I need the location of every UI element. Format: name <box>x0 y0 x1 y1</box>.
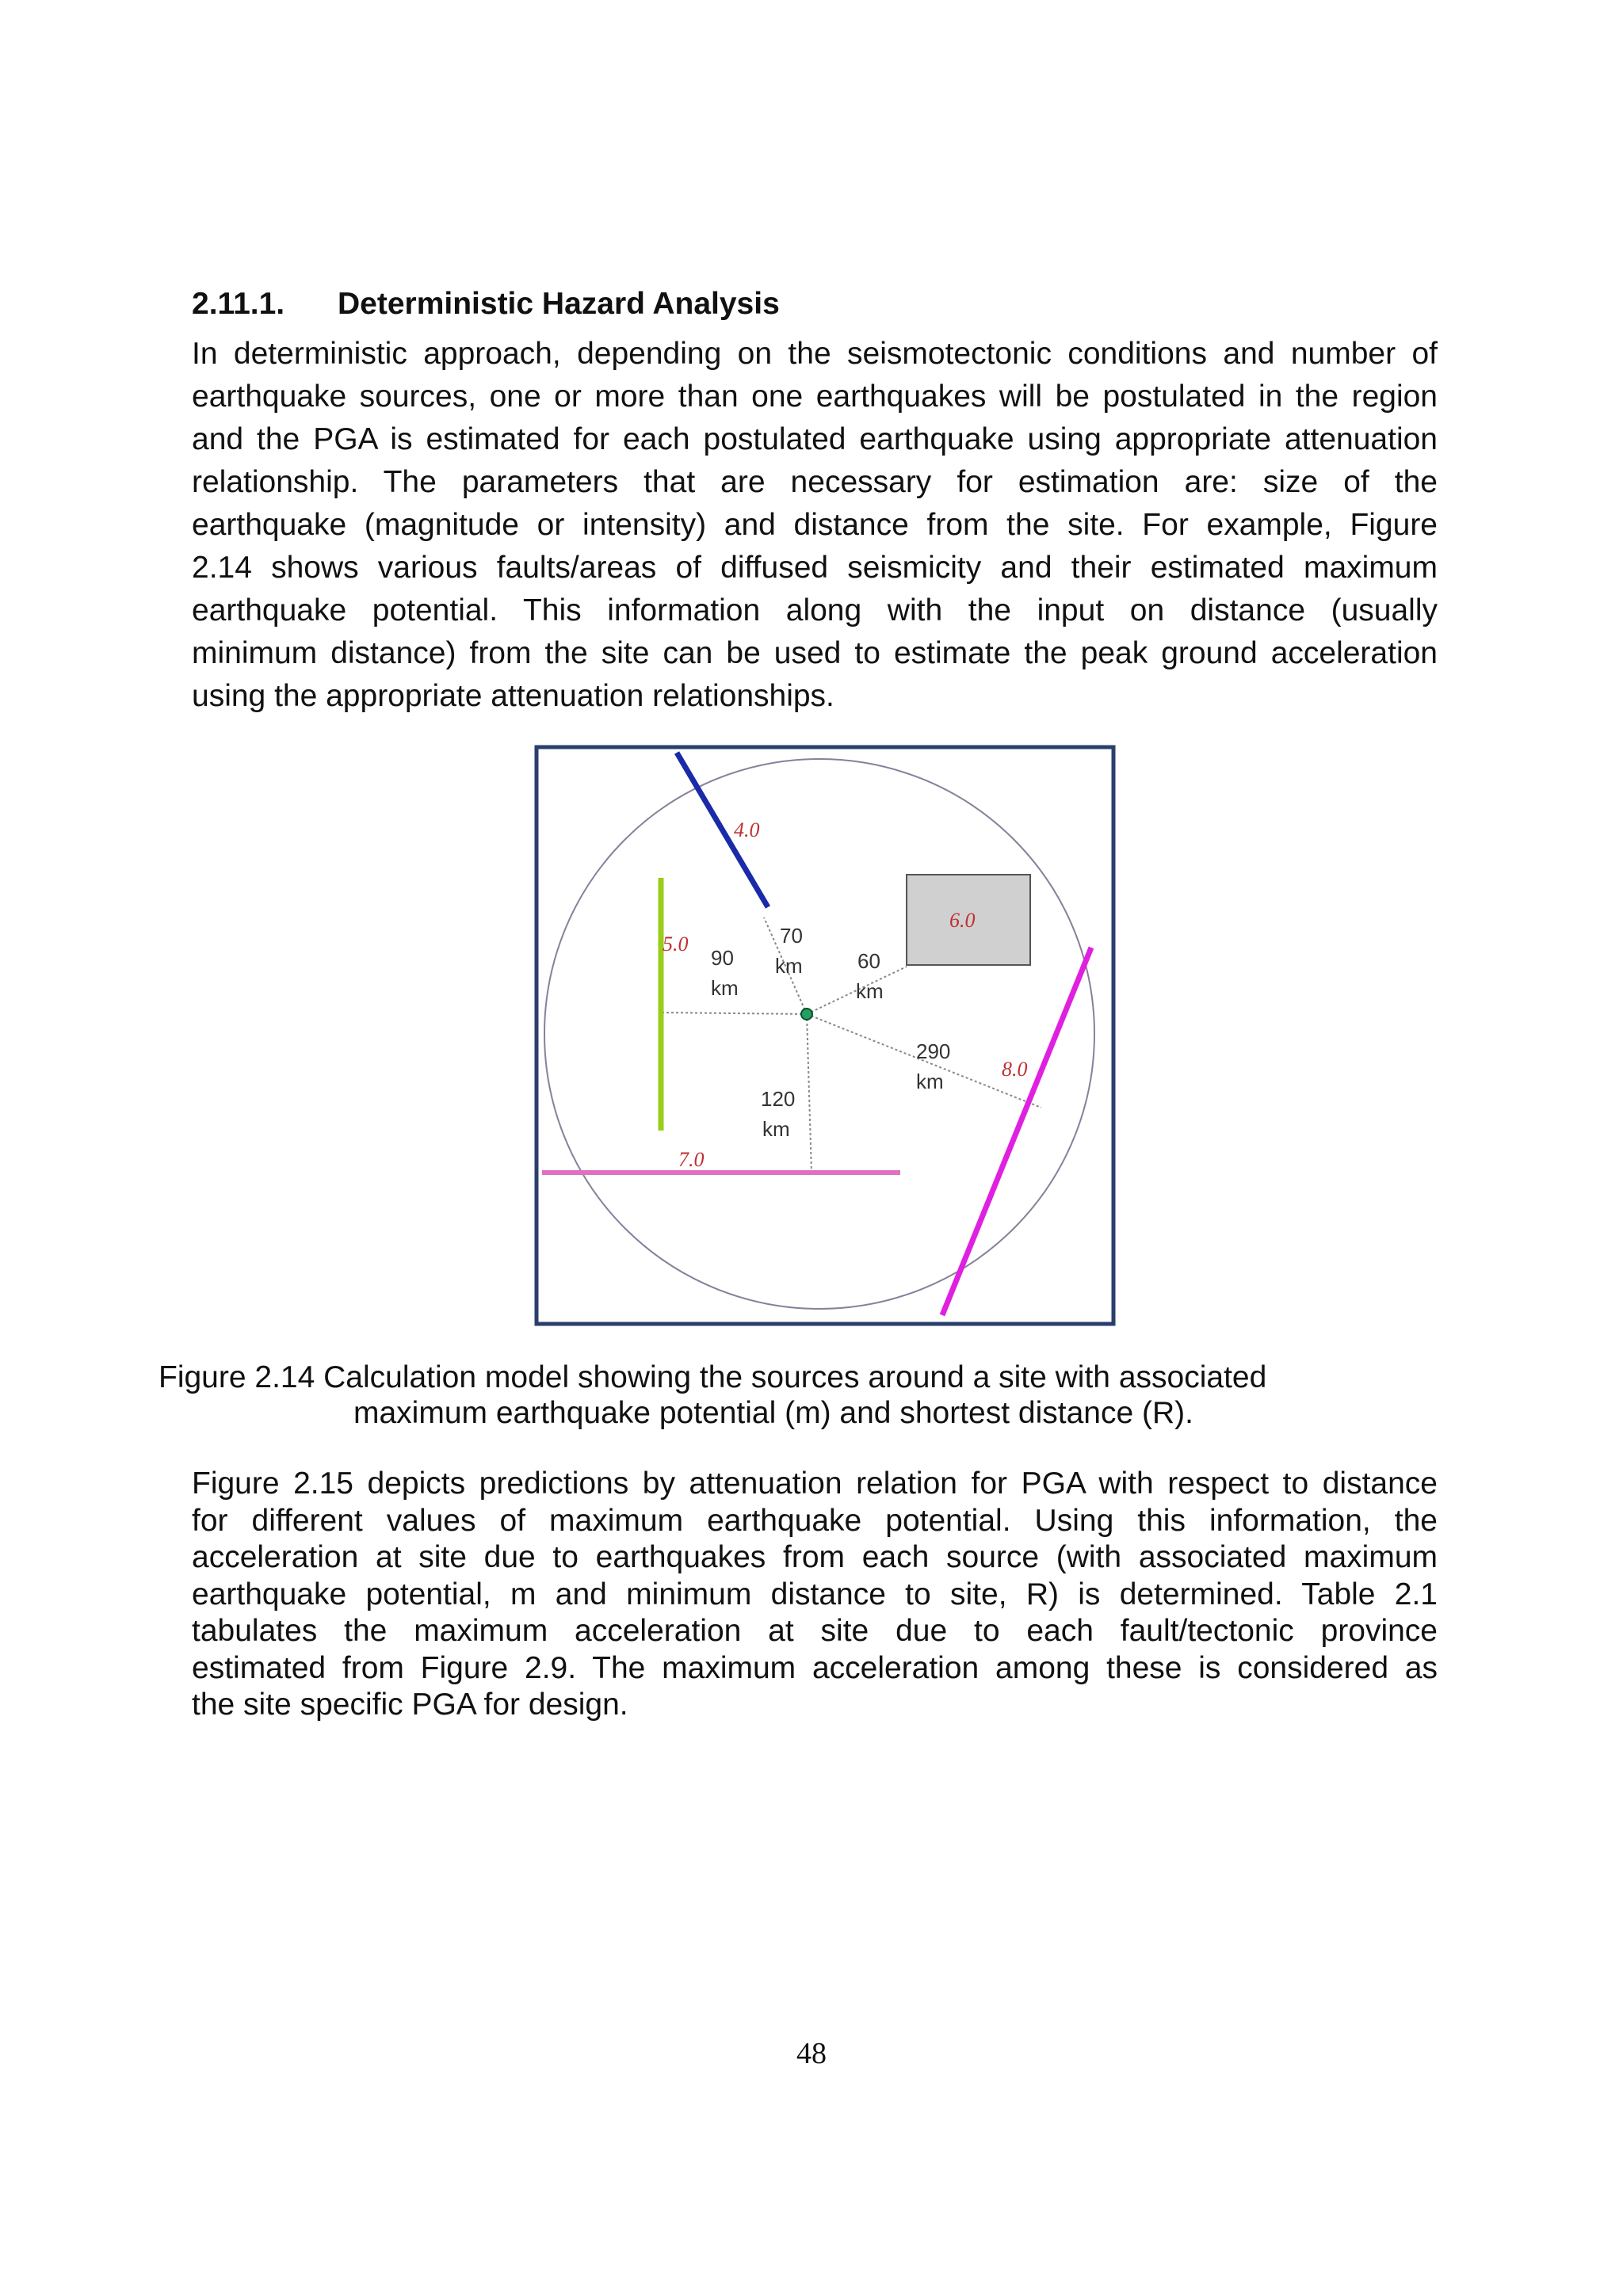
paragraph-line: earthquake (magnitude or intensity) and distance from the site. For example, Figure <box>192 508 1438 542</box>
paragraph-line: 2.14 shows various faults/areas of diffused seismicity and their estimated maximum <box>192 551 1438 585</box>
attenuation-paragraph <box>192 1466 1438 1724</box>
page-number: 48 <box>796 2037 827 2070</box>
paragraph-line: using the appropriate attenuation relationships. <box>192 679 834 713</box>
paragraph-line: estimated from Figure 2.9. The maximum acceleration among these is considered as <box>192 1650 1438 1685</box>
distance-value-290: 290 <box>916 1039 951 1063</box>
section-title: Deterministic Hazard Analysis <box>338 287 780 321</box>
paragraph-line: minimum distance) from the site can be used to estimate the peak ground acceleration <box>192 636 1438 670</box>
paragraph-line: earthquake potential, m and minimum distance to site, R) is determined. Table 2.1 <box>192 1577 1438 1611</box>
magnitude-label-m4: 4.0 <box>734 818 760 841</box>
paragraph-line: tabulates the maximum acceleration at site due to each fault/tectonic province <box>192 1614 1438 1648</box>
paragraph-line: acceleration at site due to earthquakes from each source (with associated maximum <box>192 1540 1438 1574</box>
figure-caption <box>158 1360 1347 1431</box>
distance-unit-60: km <box>856 979 884 1003</box>
magnitude-label-m5: 5.0 <box>663 933 689 955</box>
distance-value-90: 90 <box>711 946 734 970</box>
paragraph-line: earthquake sources, one or more than one earthquakes will be postulated in the region <box>192 379 1438 414</box>
caption-line: Figure 2.14 Calculation model showing the sources around a site with associated <box>158 1360 1267 1394</box>
distance-unit-120: km <box>762 1117 790 1141</box>
paragraph-line: the site specific PGA for design. <box>192 1688 628 1722</box>
distance-unit-290: km <box>916 1070 944 1093</box>
paragraph-line: In deterministic approach, depending on the seismotectonic conditions and number of <box>192 337 1438 371</box>
caption-line: maximum earthquake potential (m) and shortest distance (R). <box>353 1396 1193 1430</box>
intro-paragraph <box>192 333 1438 718</box>
distance-value-120: 120 <box>761 1087 796 1111</box>
figure-frame <box>537 747 1113 1324</box>
paragraph-line: relationship. The parameters that are necessary for estimation are: size of the <box>192 465 1438 499</box>
distance-value-70: 70 <box>780 924 803 948</box>
site-marker <box>801 1009 812 1020</box>
paragraph-line: and the PGA is estimated for each postulated earthquake using appropriate attenuation <box>192 422 1438 456</box>
magnitude-label-m7: 7.0 <box>678 1148 705 1171</box>
seismic-source-diagram <box>534 745 1116 1326</box>
paragraph-line: earthquake potential. This information along with the input on distance (usually <box>192 593 1438 627</box>
distance-unit-70: km <box>775 954 803 978</box>
paragraph-line: Figure 2.15 depicts predictions by attenuation relation for PGA with respect to distance <box>192 1466 1438 1501</box>
magnitude-label-m6: 6.0 <box>949 909 976 932</box>
section-heading <box>192 287 1444 322</box>
paragraph-line: for different values of maximum earthquake potential. Using this information, the <box>192 1503 1438 1538</box>
distance-unit-90: km <box>711 976 739 1000</box>
magnitude-label-m8: 8.0 <box>1002 1058 1028 1081</box>
section-number: 2.11.1. <box>192 287 285 321</box>
distance-value-60: 60 <box>857 949 880 973</box>
